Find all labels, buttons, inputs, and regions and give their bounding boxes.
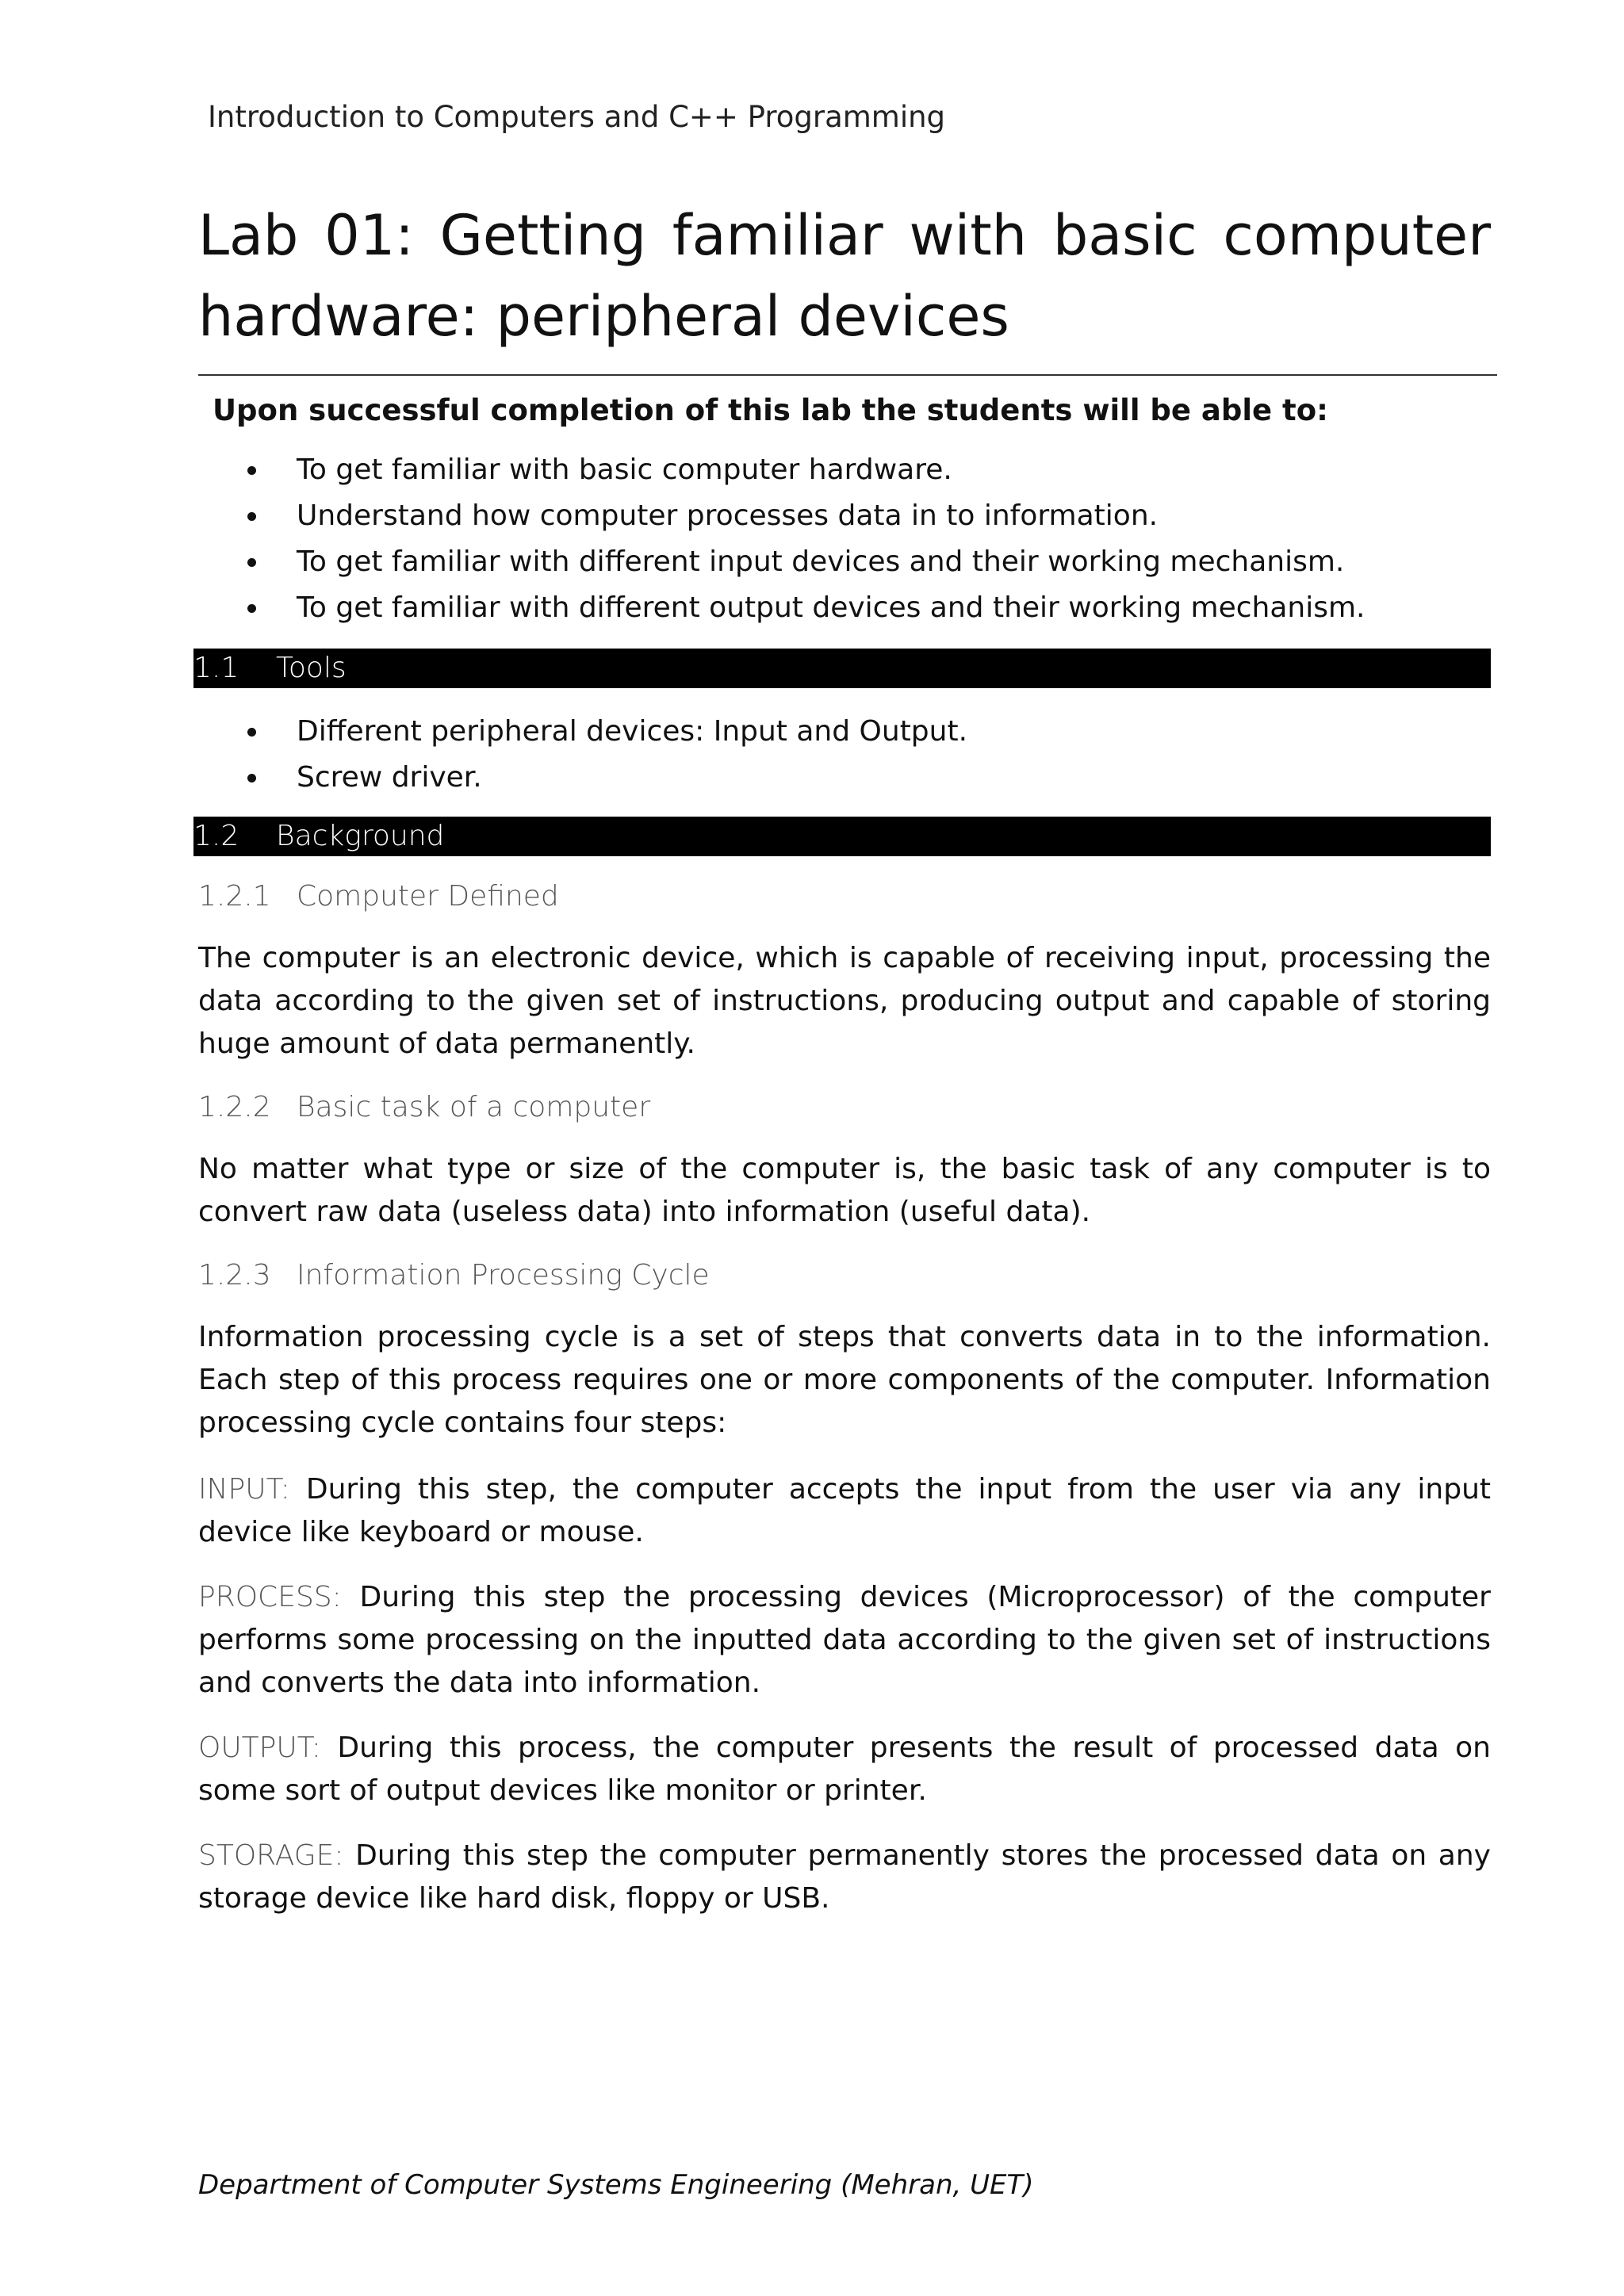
- objectives-list: [198, 447, 1491, 631]
- bullet-icon: [247, 466, 256, 475]
- tools-list: [198, 709, 1491, 801]
- section-heading-tools: [193, 649, 1491, 688]
- step-label: PROCESS:: [198, 1581, 342, 1613]
- list-item: Understand how computer processes data in to information.: [198, 493, 1491, 539]
- page-footer: Department of Computer Systems Engineering (Mehran, UET): [198, 2169, 1034, 2201]
- section-heading-background: [193, 817, 1491, 856]
- list-item: To get familiar with basic computer hardware.: [198, 447, 1491, 493]
- section-number: 1.1: [193, 652, 239, 684]
- bullet-icon: [247, 558, 256, 567]
- list-item: To get familiar with different output devices and their working mechanism.: [198, 585, 1491, 631]
- bullet-icon: [247, 512, 256, 521]
- list-item: Screw driver.: [198, 755, 1491, 801]
- paragraph-computer-defined: The computer is an electronic device, which is capable of receiving input, processing the data according to the given set of instructions, producing output and capable of storing huge amount of data permanently.: [198, 942, 1491, 1060]
- section-title: Tools: [276, 652, 347, 684]
- paragraph-process-step: PROCESS: During this step the processing devices (Microprocessor) of the computer performs some processing on the inputted data according to the given set of instructions and converts the data into information.: [198, 1581, 1491, 1699]
- section-number: 1.2: [193, 820, 239, 852]
- paragraph-basic-task: No matter what type or size of the computer is, the basic task of any computer is to convert raw data (useless data) into information (useful data).: [198, 1153, 1491, 1228]
- objectives-heading: Upon successful completion of this lab the students will be able to:: [213, 393, 1328, 427]
- paragraph-storage-step: STORAGE: During this step the computer permanently stores the processed data on any storage device like hard disk, floppy or USB.: [198, 1839, 1491, 1915]
- bullet-icon: [247, 774, 256, 783]
- page-title: Lab 01: Getting familiar with basic computer hardware: peripheral devices: [198, 203, 1491, 349]
- running-header: Introduction to Computers and C++ Programming: [208, 100, 946, 134]
- title-divider: [198, 374, 1497, 376]
- paragraph-ipc: Information processing cycle is a set of steps that converts data in to the information. Each step of this process requires one or more components of the computer. Information processing cycle contains four steps:: [198, 1321, 1491, 1439]
- paragraph-output-step: OUTPUT: During this process, the computer presents the result of processed data on some sort of output devices like monitor or printer.: [198, 1732, 1491, 1807]
- bullet-icon: [247, 728, 256, 737]
- step-label: INPUT:: [198, 1473, 290, 1506]
- step-label: STORAGE:: [198, 1839, 344, 1872]
- section-title: Background: [276, 820, 445, 852]
- step-label: OUTPUT:: [198, 1732, 321, 1764]
- list-item: Different peripheral devices: Input and Output.: [198, 709, 1491, 755]
- paragraph-input-step: INPUT: During this step, the computer accepts the input from the user via any input device like keyboard or mouse.: [198, 1473, 1491, 1548]
- list-item: To get familiar with different input devices and their working mechanism.: [198, 539, 1491, 585]
- bullet-icon: [247, 604, 256, 613]
